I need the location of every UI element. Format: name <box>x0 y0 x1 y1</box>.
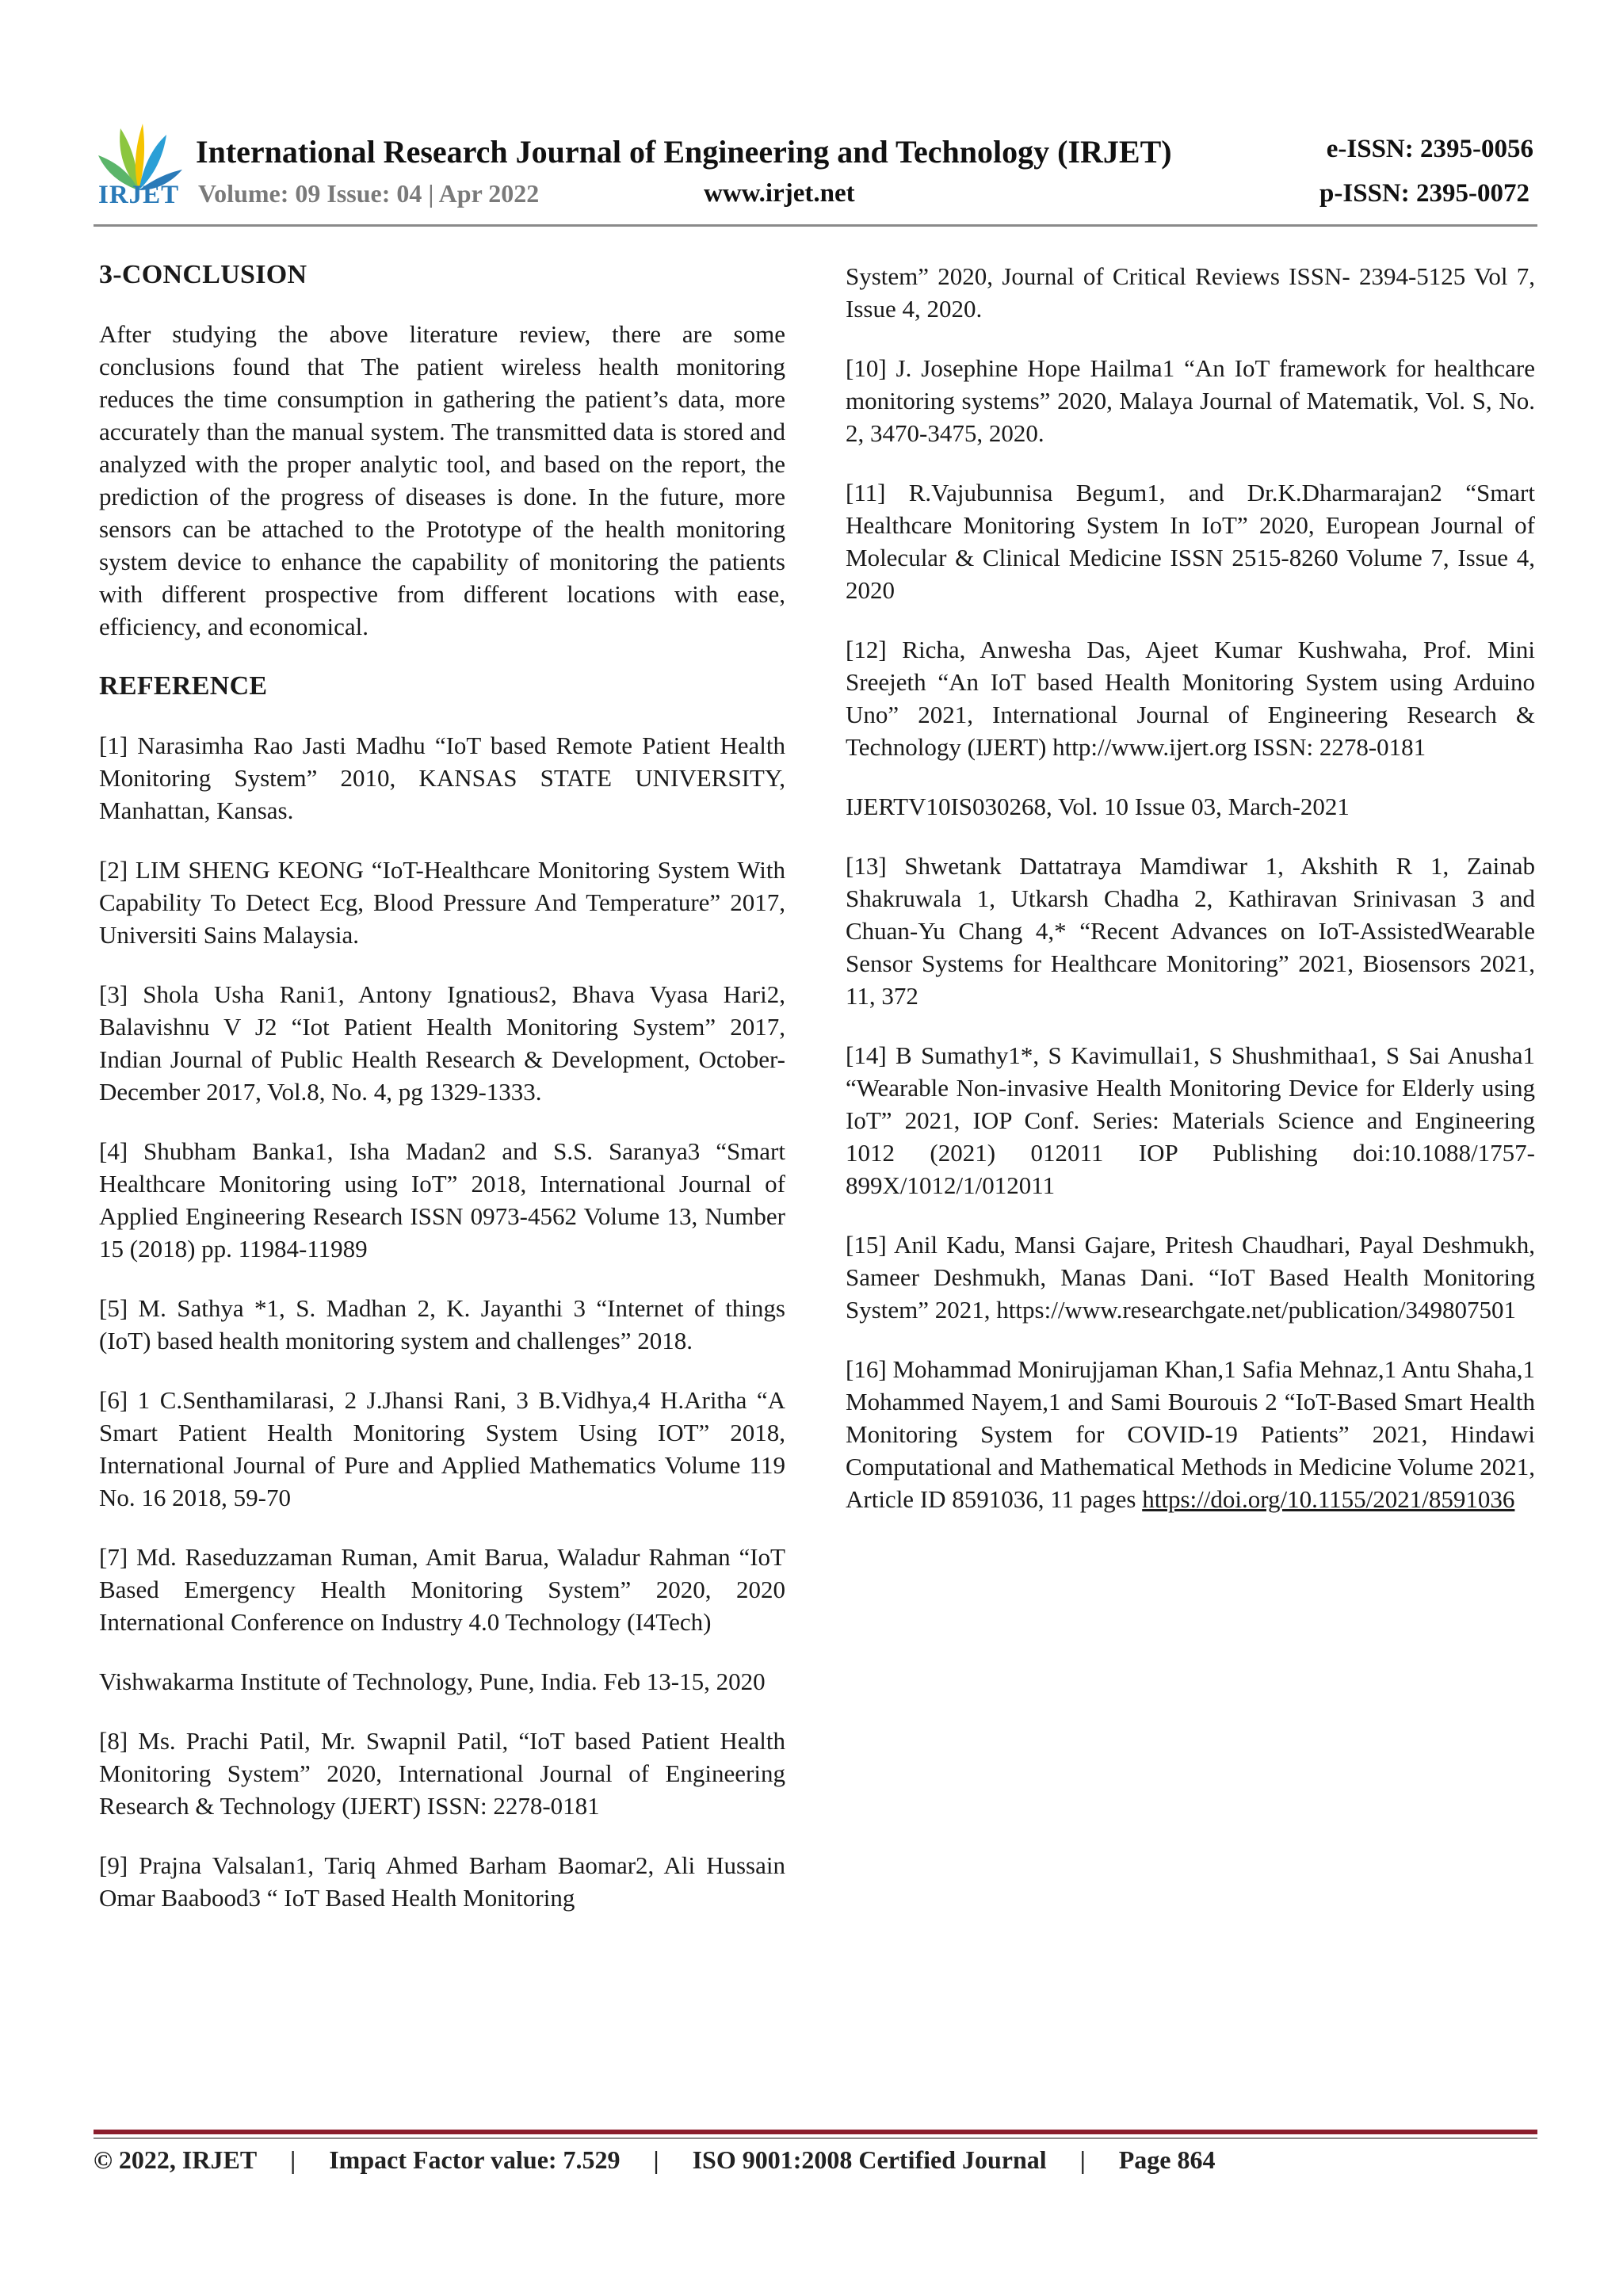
volume-issue: Volume: 09 Issue: 04 | Apr 2022 <box>198 179 540 208</box>
reference-item: [11] R.Vajubunnisa Begum1, and Dr.K.Dharmarajan2 “Smart Healthcare Monitoring System In IoT” 2020, European Journal of Molecular & Clinical Medicine ISSN 2515-8260 Volume 7, Issue 4, 2020 <box>846 479 1535 604</box>
e-issn: e-ISSN: 2395-0056 <box>1326 135 1533 163</box>
conclusion-heading: 3-CONCLUSION <box>99 260 307 289</box>
doi-link[interactable]: https://doi.org/10.1155/2021/8591036 <box>1142 1485 1515 1513</box>
reference-item: [1] Narasimha Rao Jasti Madhu “IoT based Remote Patient Health Monitoring System” 2010, KANSAS STATE UNIVERSITY, Manhattan, Kansas. <box>99 732 785 824</box>
reference-heading: REFERENCE <box>99 671 268 701</box>
page-header <box>0 0 1623 238</box>
reference-item: [4] Shubham Banka1, Isha Madan2 and S.S. Saranya3 “Smart Healthcare Monitoring using IoT” 2018, International Journal of Applied Engineering Research ISSN 0973-4562 Volume 13, Number 15 (2018) pp. 11984-11989 <box>99 1137 785 1263</box>
page-footer <box>94 2145 1537 2175</box>
left-column <box>99 252 785 1941</box>
reference-item: [10] J. Josephine Hope Hailma1 “An IoT framework for healthcare monitoring systems” 2020, Malaya Journal of Matematik, Vol. S, No. 2, 3470-3475, 2020. <box>846 354 1535 447</box>
header-divider <box>94 224 1537 227</box>
footer-separator: | <box>653 2145 659 2174</box>
reference-item: [6] 1 C.Senthamilarasi, 2 J.Jhansi Rani, 3 B.Vidhya,4 H.Aritha “A Smart Patient Health Monitoring System Using IOT” 2018, International Journal of Pure and Applied Mathematics Volume 119 No. 16 2018, 59-70 <box>99 1386 785 1511</box>
page-number: Page 864 <box>1118 2145 1216 2174</box>
reference-item: IJERTV10IS030268, Vol. 10 Issue 03, March-2021 <box>846 793 1350 820</box>
journal-title: International Research Journal of Engineering and Technology (IRJET) <box>196 134 1172 170</box>
reference-item: [8] Ms. Prachi Patil, Mr. Swapnil Patil, “IoT based Patient Health Monitoring System” 2020, International Journal of Engineering Research & Technology (IJERT) ISSN: 2278-0181 <box>99 1727 785 1820</box>
reference-item: Vishwakarma Institute of Technology, Pune, India. Feb 13-15, 2020 <box>99 1668 766 1695</box>
reference-item-16 <box>846 1353 1535 1515</box>
conclusion-paragraph: After studying the above literature review, there are some conclusions found that The patient wireless health monitoring reduces the time consumption in gathering the patient’s data, more accurately than the manual system. The transmitted data is stored and analyzed with the proper analytic tool, and based on the report, the prediction of the progress of diseases is done. In the future, more sensors can be attached to the Prototype of the health monitoring system device to enhance the capability of monitoring the patients with different prospective from different locations with ease, efficiency, and economical. <box>99 320 785 640</box>
footer-divider-accent <box>94 2130 1537 2134</box>
footer-separator: | <box>290 2145 296 2174</box>
footer-divider <box>94 2137 1537 2139</box>
reference-item: [5] M. Sathya *1, S. Madhan 2, K. Jayanthi 3 “Internet of things (IoT) based health monitoring system and challenges” 2018. <box>99 1294 785 1354</box>
iso-certification: ISO 9001:2008 Certified Journal <box>692 2145 1047 2174</box>
reference-16-text: [16] Mohammad Monirujjaman Khan,1 Safia Mehnaz,1 Antu Shaha,1 Mohammed Nayem,1 and Sami Bourouis 2 “IoT-Based Smart Health Monitoring System for COVID-19 Patients” 2021, Hindawi Computational and Mathematical Methods in Medicine Volume 2021, Article ID 8591036, 11 pages <box>846 1355 1535 1513</box>
footer-separator: | <box>1079 2145 1086 2174</box>
reference-item: [13] Shwetank Dattatraya Mamdiwar 1, Akshith R 1, Zainab Shakruwala 1, Utkarsh Chadha 2, Kathiravan Srinivasan 3 and Chuan-Yu Chang 4,* “Recent Advances on IoT-AssistedWearable Sensor Systems for Healthcare Monitoring” 2021, Biosensors 2021, 11, 372 <box>846 852 1535 1010</box>
p-issn: p-ISSN: 2395-0072 <box>1319 179 1529 208</box>
reference-item: [9] Prajna Valsalan1, Tariq Ahmed Barham Baomar2, Ali Hussain Omar Baabood3 “ IoT Based Health Monitoring <box>99 1851 785 1912</box>
copyright: © 2022, IRJET <box>94 2145 258 2174</box>
reference-item: [2] LIM SHENG KEONG “IoT-Healthcare Monitoring System With Capability To Detect Ecg, Blood Pressure And Temperature” 2017, Universiti Sains Malaysia. <box>99 856 785 949</box>
journal-website-link[interactable]: www.irjet.net <box>704 179 855 208</box>
reference-item: [3] Shola Usha Rani1, Antony Ignatious2, Bhava Vyasa Hari2, Balavishnu V J2 “Iot Patient Health Monitoring System” 2017, Indian Journal of Public Health Research & Development, October-December 2017, Vol.8, No. 4, pg 1329-1333. <box>99 980 785 1106</box>
logo-text: IRJET <box>98 181 180 209</box>
reference-item: [14] B Sumathy1*, S Kavimullai1, S Shushmithaa1, S Sai Anusha1 “Wearable Non-invasive Health Monitoring Device for Elderly using IoT” 2021, IOP Conf. Series: Materials Science and Engineering 1012 (2021) 012011 IOP Publishing doi:10.1088/1757-899X/1012/1/012011 <box>846 1041 1535 1199</box>
reference-item: [12] Richa, Anwesha Das, Ajeet Kumar Kushwaha, Prof. Mini Sreejeth “An IoT based Health Monitoring System using Arduino Uno” 2021, International Journal of Engineering Research & Technology (IJERT) http://www.ijert.org ISSN: 2278-0181 <box>846 636 1535 761</box>
reference-item: [15] Anil Kadu, Mansi Gajare, Pritesh Chaudhari, Payal Deshmukh, Sameer Deshmukh, Manas Dani. “IoT Based Health Monitoring System” 2021, https://www.researchgate.net/publication/349807501 <box>846 1231 1535 1324</box>
right-column <box>846 252 1535 1542</box>
impact-factor: Impact Factor value: 7.529 <box>329 2145 621 2174</box>
reference-item: [7] Md. Raseduzzaman Ruman, Amit Barua, Waladur Rahman “IoT Based Emergency Health Monitoring System” 2020, 2020 International Conference on Industry 4.0 Technology (I4Tech) <box>99 1543 785 1636</box>
reference-item: System” 2020, Journal of Critical Reviews ISSN- 2394-5125 Vol 7, Issue 4, 2020. <box>846 262 1535 323</box>
